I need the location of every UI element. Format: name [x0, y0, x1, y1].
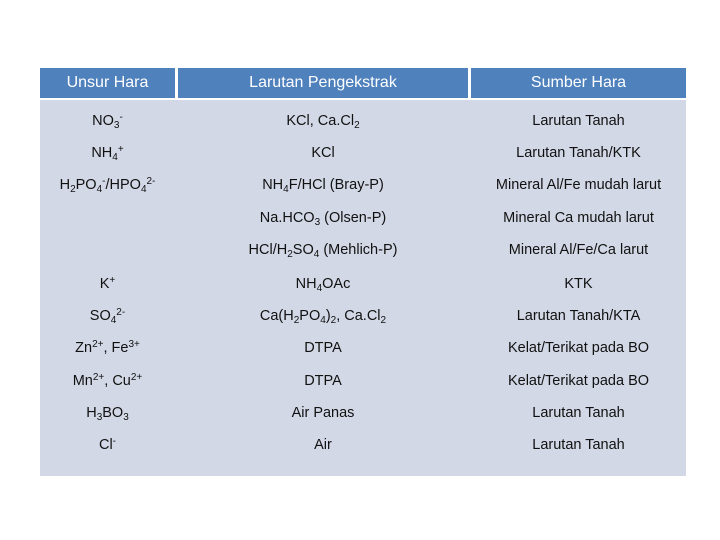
table-row-cell-source: KTK — [564, 276, 593, 292]
table-row-cell-extractant: HCl/$H_2SO_4$ (Mehlich-P) — [248, 242, 398, 260]
table-row-cell-source: Larutan Tanah — [532, 437, 625, 453]
table-row-cell-extractant: $NH_4F$/HCl (Bray-P) — [262, 177, 384, 195]
header-larutan-pengekstrak: Larutan Pengekstrak — [249, 74, 397, 91]
header-rule — [40, 98, 686, 100]
table-row-cell-extractant: KCl, $Ca.Cl_2$ — [286, 113, 360, 131]
table-row-cell-extractant: $Na.HCO_3$ (Olsen-P) — [259, 210, 387, 228]
table-row-cell-source: Larutan Tanah — [532, 113, 625, 129]
table-row-cell-nutrient: $NO_3^-$ — [92, 112, 123, 131]
header-sumber-hara: Sumber Hara — [530, 74, 627, 91]
table-row-cell-extractant: $NH_4OAc$ — [295, 276, 351, 294]
table-row-cell-source: Mineral Al/Fe mudah larut — [495, 177, 662, 193]
table-row-cell-nutrient: Cl- — [98, 436, 117, 453]
table-header — [40, 68, 686, 98]
table-row-cell-source: Larutan Tanah/KTK — [516, 145, 641, 161]
table-row-cell-extractant: $Ca(H_2PO_4)_2$, $Ca.Cl_2$ — [259, 308, 387, 326]
table-row-cell-nutrient: $Zn^{2+}$, $Fe^{3+}$ — [75, 339, 140, 356]
table-row-cell-nutrient: $H_2PO_4^-/HPO_4^{2-}$ — [59, 176, 156, 195]
table-row-cell-extractant: KCl — [311, 145, 335, 161]
table-row-cell-source: Larutan Tanah/KTA — [516, 308, 641, 324]
table-row-cell-nutrient: $Mn^{2+}$, $Cu^{2+}$ — [72, 372, 143, 389]
table-row-cell-nutrient: $H_3BO_3$ — [86, 405, 129, 423]
table-row-cell-nutrient: $NH_4^+$ — [91, 144, 124, 163]
header-unsur-hara: Unsur Hara — [66, 74, 149, 91]
table-row-cell-source: Mineral Al/Fe/Ca larut — [508, 242, 649, 258]
table-row-cell-source: Larutan Tanah — [532, 405, 625, 421]
table-row-cell-extractant: DTPA — [304, 340, 342, 356]
table-row-cell-extractant: Air — [314, 437, 332, 453]
table-row-cell-nutrient: K+ — [99, 275, 116, 292]
table-row-cell-extractant: Air Panas — [291, 405, 355, 421]
table-row-cell-nutrient: $SO_4^{2-}$ — [89, 307, 126, 326]
table-row-cell-source: Mineral Ca mudah larut — [503, 210, 654, 226]
table-row-cell-source: Kelat/Terikat pada BO — [507, 373, 650, 389]
table-row-cell-source: Kelat/Terikat pada BO — [507, 340, 650, 356]
table-row-cell-extractant: DTPA — [304, 373, 342, 389]
